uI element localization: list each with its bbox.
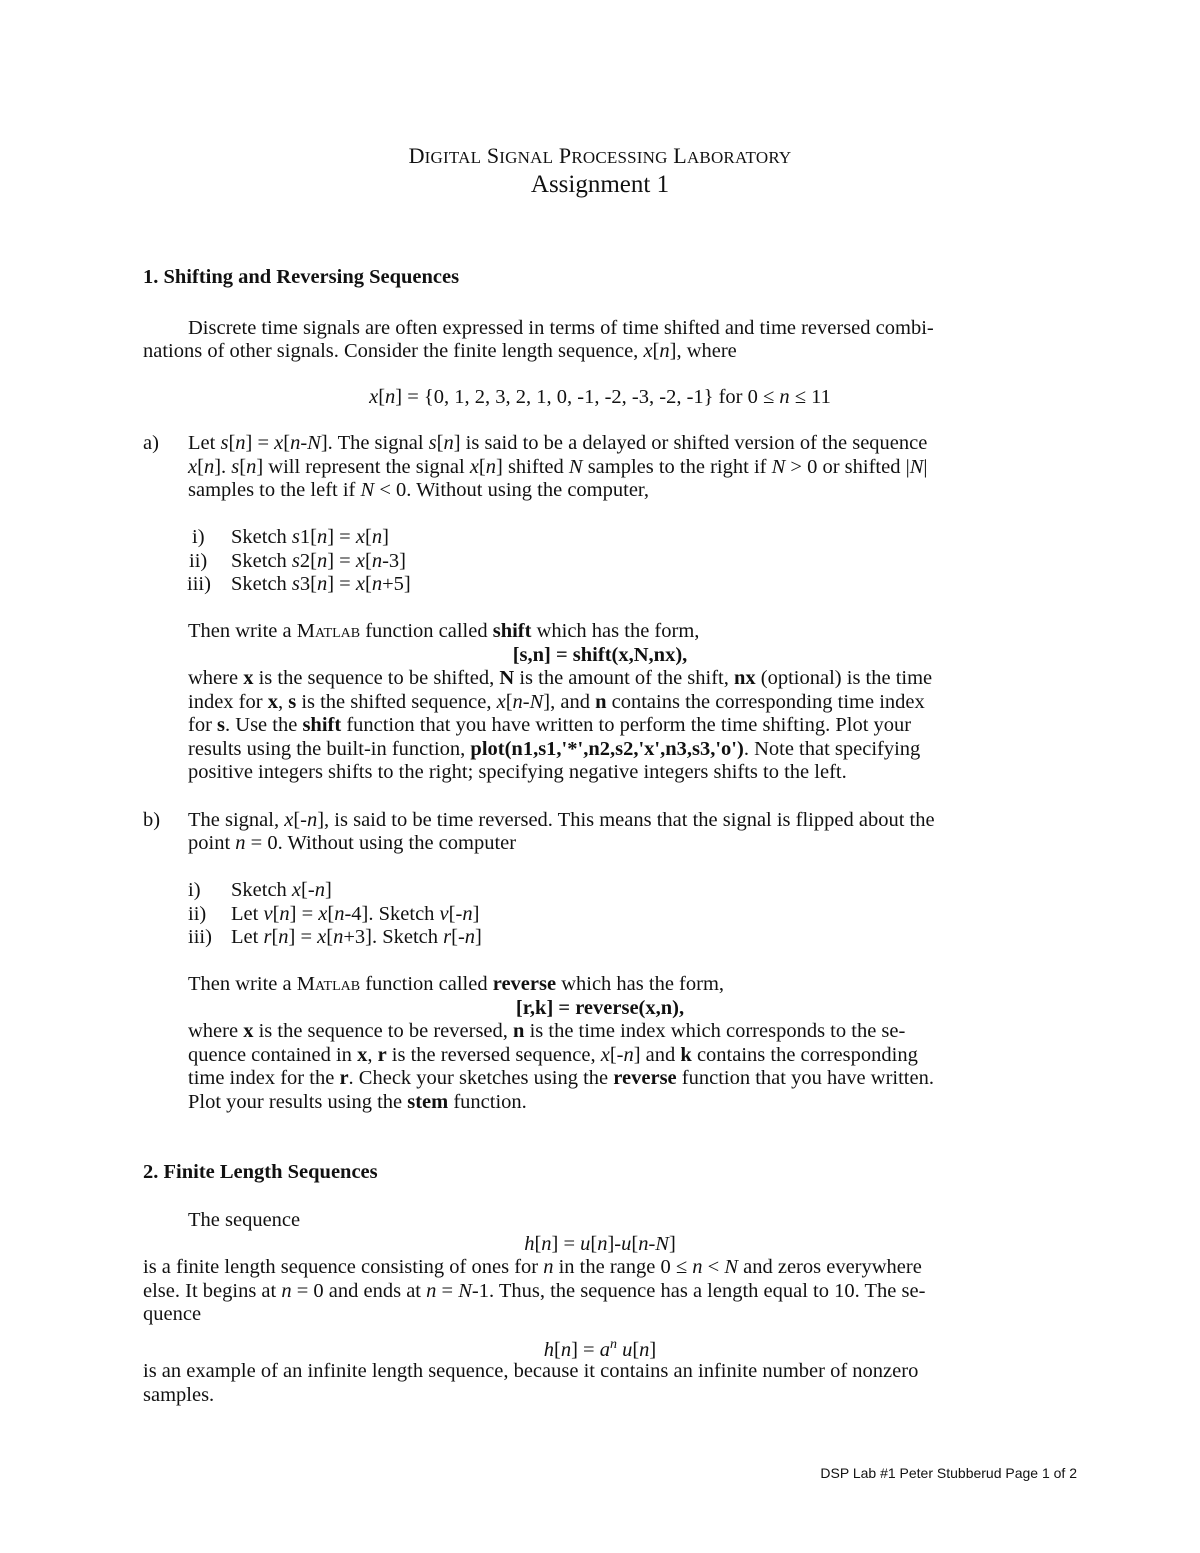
part-a-where-2: index for x, s is the shifted sequence, x[n-N], and n contains the corresponding time index: [188, 691, 925, 713]
part-b-then-line: Then write a Matlab function called reverse which has the form,: [188, 973, 725, 995]
part-b-label: b): [143, 809, 161, 831]
part-a-where-4: results using the built-in function, plot(n1,s1,'*',n2,s2,'x',n3,s3,'o'). Note that specifying: [188, 738, 921, 760]
part-b-line-2: point n = 0. Without using the computer: [188, 832, 517, 854]
part-b-item-3: Let r[n] = x[n+3]. Sketch r[-n]: [231, 926, 482, 948]
section-2-heading: 2. Finite Length Sequences: [143, 1161, 378, 1183]
section-1-heading: 1. Shifting and Reversing Sequences: [143, 266, 460, 288]
part-b-where-2: quence contained in x, r is the reversed sequence, x[-n] and k contains the corresponding: [188, 1044, 918, 1066]
lab-title: DIGITAL SIGNAL PROCESSING LABORATORY: [408, 143, 792, 168]
part-a-item-1: Sketch s1[n] = x[n]: [231, 526, 389, 548]
intro-line-2: nations of other signals. Consider the finite length sequence, x[n], where: [143, 340, 737, 362]
part-b-item-1-label: i): [188, 879, 201, 901]
part-b-where-4: Plot your results using the stem function.: [188, 1091, 527, 1113]
equation-h-infinite: $h[n] = a^n$ u[n]: [543, 1337, 657, 1361]
part-b-where-1: where x is the sequence to be reversed, n is the time index which corresponds to the se-: [188, 1020, 906, 1042]
shift-form: [s,n] = shift(x,N,nx),: [512, 644, 688, 666]
part-b-item-2: Let v[n] = x[n-4]. Sketch v[-n]: [231, 903, 480, 925]
section-2-p4: quence: [143, 1303, 202, 1325]
equation-h-finite: h[n] = u[n]-u[n-N]: [524, 1233, 676, 1255]
part-a-line-2: x[n]. s[n] will represent the signal x[n] shifted N samples to the right if N > 0 or shifted |N|: [188, 456, 928, 478]
reverse-form: [r,k] = reverse(x,n),: [515, 997, 685, 1019]
part-a-label: a): [143, 432, 159, 454]
part-a-line-1: Let s[n] = x[n-N]. The signal s[n] is said to be a delayed or shifted version of the sequence: [188, 432, 928, 454]
part-b-item-3-label: iii): [188, 926, 212, 948]
part-a-item-3-label: iii): [187, 573, 211, 595]
section-2-p3: else. It begins at n = 0 and ends at n = N-1. Thus, the sequence has a length equal to 10. The se-: [143, 1280, 926, 1302]
part-a-item-1-label: i): [192, 526, 205, 548]
section-2-p6: samples.: [143, 1384, 215, 1406]
part-a-item-2: Sketch s2[n] = x[n-3]: [231, 550, 406, 572]
intro-line-1: Discrete time signals are often expressed in terms of time shifted and time reversed combi-: [188, 317, 934, 339]
section-2-p2: is a finite length sequence consisting of ones for n in the range 0 ≤ n < N and zeros everywhere: [143, 1256, 922, 1278]
part-b-item-2-label: ii): [188, 903, 207, 925]
sequence-definition: x[n] = {0, 1, 2, 3, 2, 1, 0, -1, -2, -3, -2, -1} for 0 ≤ n ≤ 11: [369, 386, 831, 408]
part-a-where-3: for s. Use the shift function that you have written to perform the time shifting. Plot your: [188, 714, 912, 736]
assignment-title: Assignment 1: [530, 171, 670, 198]
part-b-where-3: time index for the r. Check your sketches using the reverse function that you have written.: [188, 1067, 934, 1089]
section-2-p1: The sequence: [188, 1209, 301, 1231]
part-a-line-3: samples to the left if N < 0. Without using the computer,: [188, 479, 650, 501]
section-2-p5: is an example of an infinite length sequence, because it contains an infinite number of nonzero: [143, 1360, 919, 1382]
part-a-where-1: where x is the sequence to be shifted, N is the amount of the shift, nx (optional) is the time: [188, 667, 933, 689]
page-footer: DSP Lab #1 Peter Stubberud Page 1 of 2: [820, 1465, 1077, 1481]
part-a-then-line: Then write a Matlab function called shift which has the form,: [188, 620, 700, 642]
part-a-where-5: positive integers shifts to the right; specifying negative integers shifts to the left.: [188, 761, 847, 783]
part-a-item-3: Sketch s3[n] = x[n+5]: [231, 573, 411, 595]
part-b-item-1: Sketch x[-n]: [231, 879, 332, 901]
part-a-item-2-label: ii): [189, 550, 208, 572]
part-b-line-1: The signal, x[-n], is said to be time reversed. This means that the signal is flipped about the: [188, 809, 935, 831]
